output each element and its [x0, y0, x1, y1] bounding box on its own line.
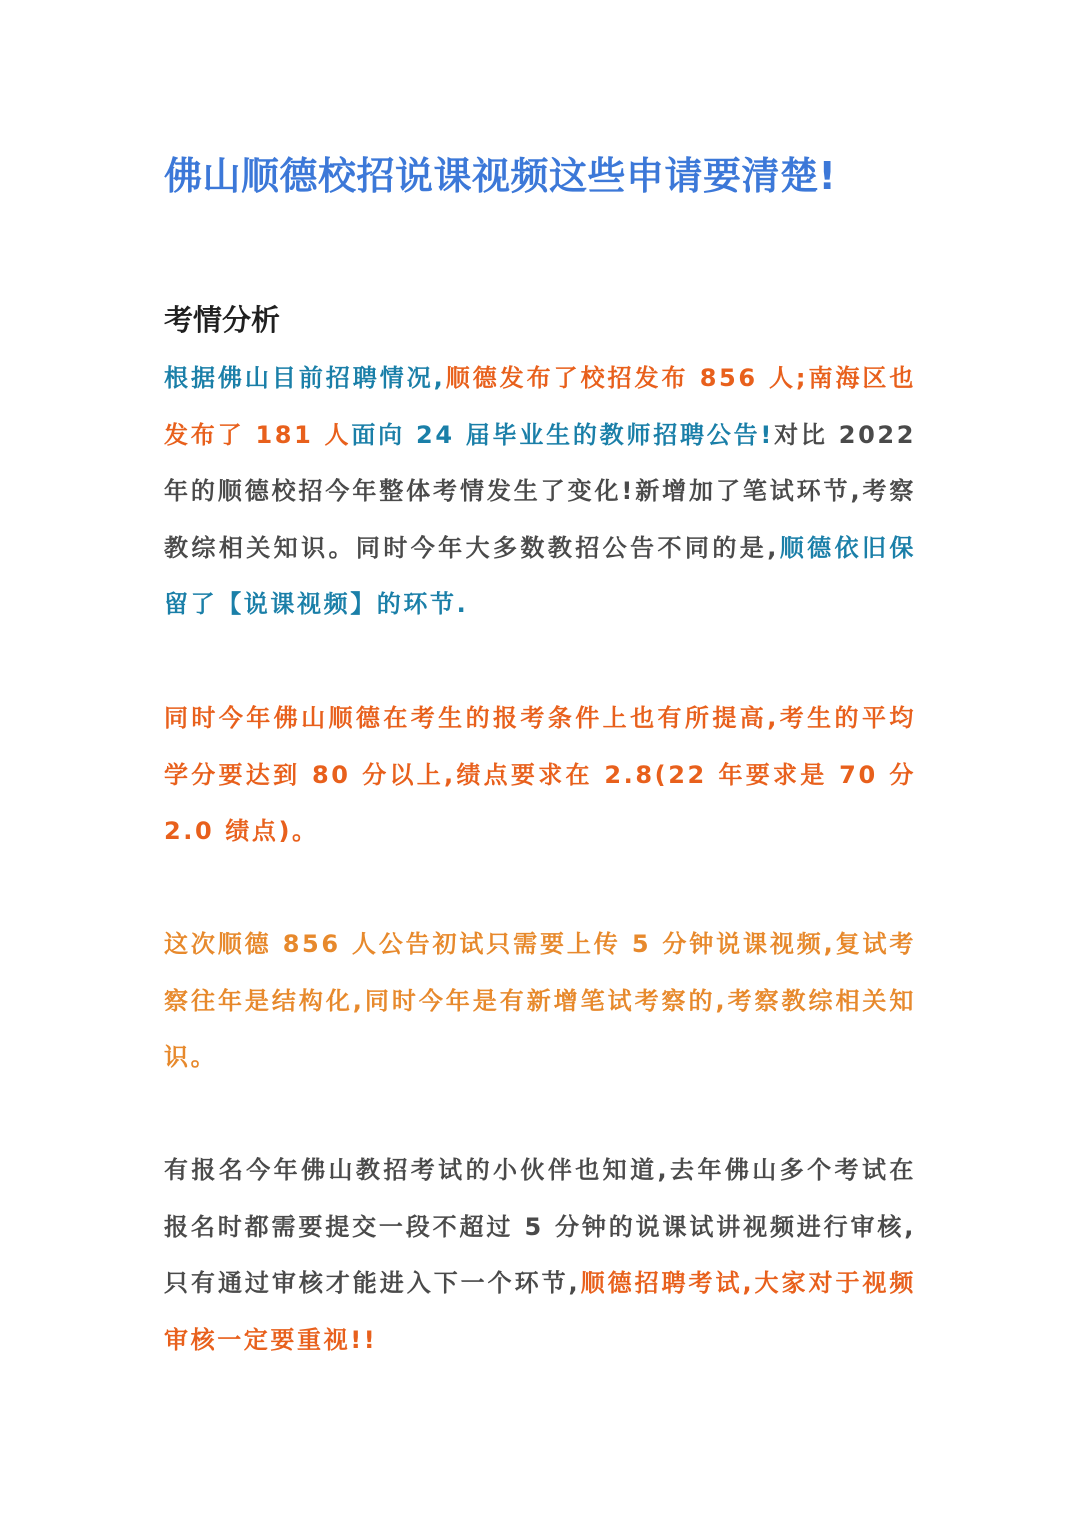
text-orange-emphasis: 顺德招聘考试,大家对于视频审核一定要重视!! — [164, 1269, 916, 1354]
paragraph-exam-process: 这次顺德 856 人公告初试只需要上传 5 分钟说课视频,复试考察往年是结构化,同时今年是有新增笔试考察的,考察教综相关知识。 — [164, 930, 916, 1071]
text-orange-recruit-numbers: 顺德发布了校招发布 856 人;南海区也发布了 181 人 — [164, 364, 916, 449]
text-teal-graduates: 面向 24 届毕业生的教师招聘公告! — [351, 420, 774, 449]
text-teal-video-step: 顺德依旧保留了【说课视频】的环节. — [164, 533, 916, 618]
paragraph-video-review — [164, 1142, 916, 1368]
paragraph-recruitment-overview — [164, 350, 916, 633]
text-teal-intro: 根据佛山目前招聘情况, — [164, 364, 446, 392]
paragraph-requirements: 同时今年佛山顺德在考生的报考条件上也有所提高,考生的平均学分要达到 80 分以上,绩点要求在 2.8(22 年要求是 70 分 2.0 绩点)。 — [164, 704, 916, 845]
section-heading: 考情分析 — [164, 303, 281, 337]
text-gray-comparison: 对比 2022 年的顺德校招今年整体考情发生了变化!新增加了笔试环节,考察教综相关知识。同时今年大多数教招公告不同的是, — [164, 420, 916, 562]
article-title: 佛山顺德校招说课视频这些申请要清楚! — [164, 154, 837, 198]
text-gray-review-info: 有报名今年佛山教招考试的小伙伴也知道,去年佛山多个考试在报名时都需要提交一段不超过 5 分钟的说课试讲视频进行审核,只有通过审核才能进入下一个环节, — [164, 1156, 916, 1297]
